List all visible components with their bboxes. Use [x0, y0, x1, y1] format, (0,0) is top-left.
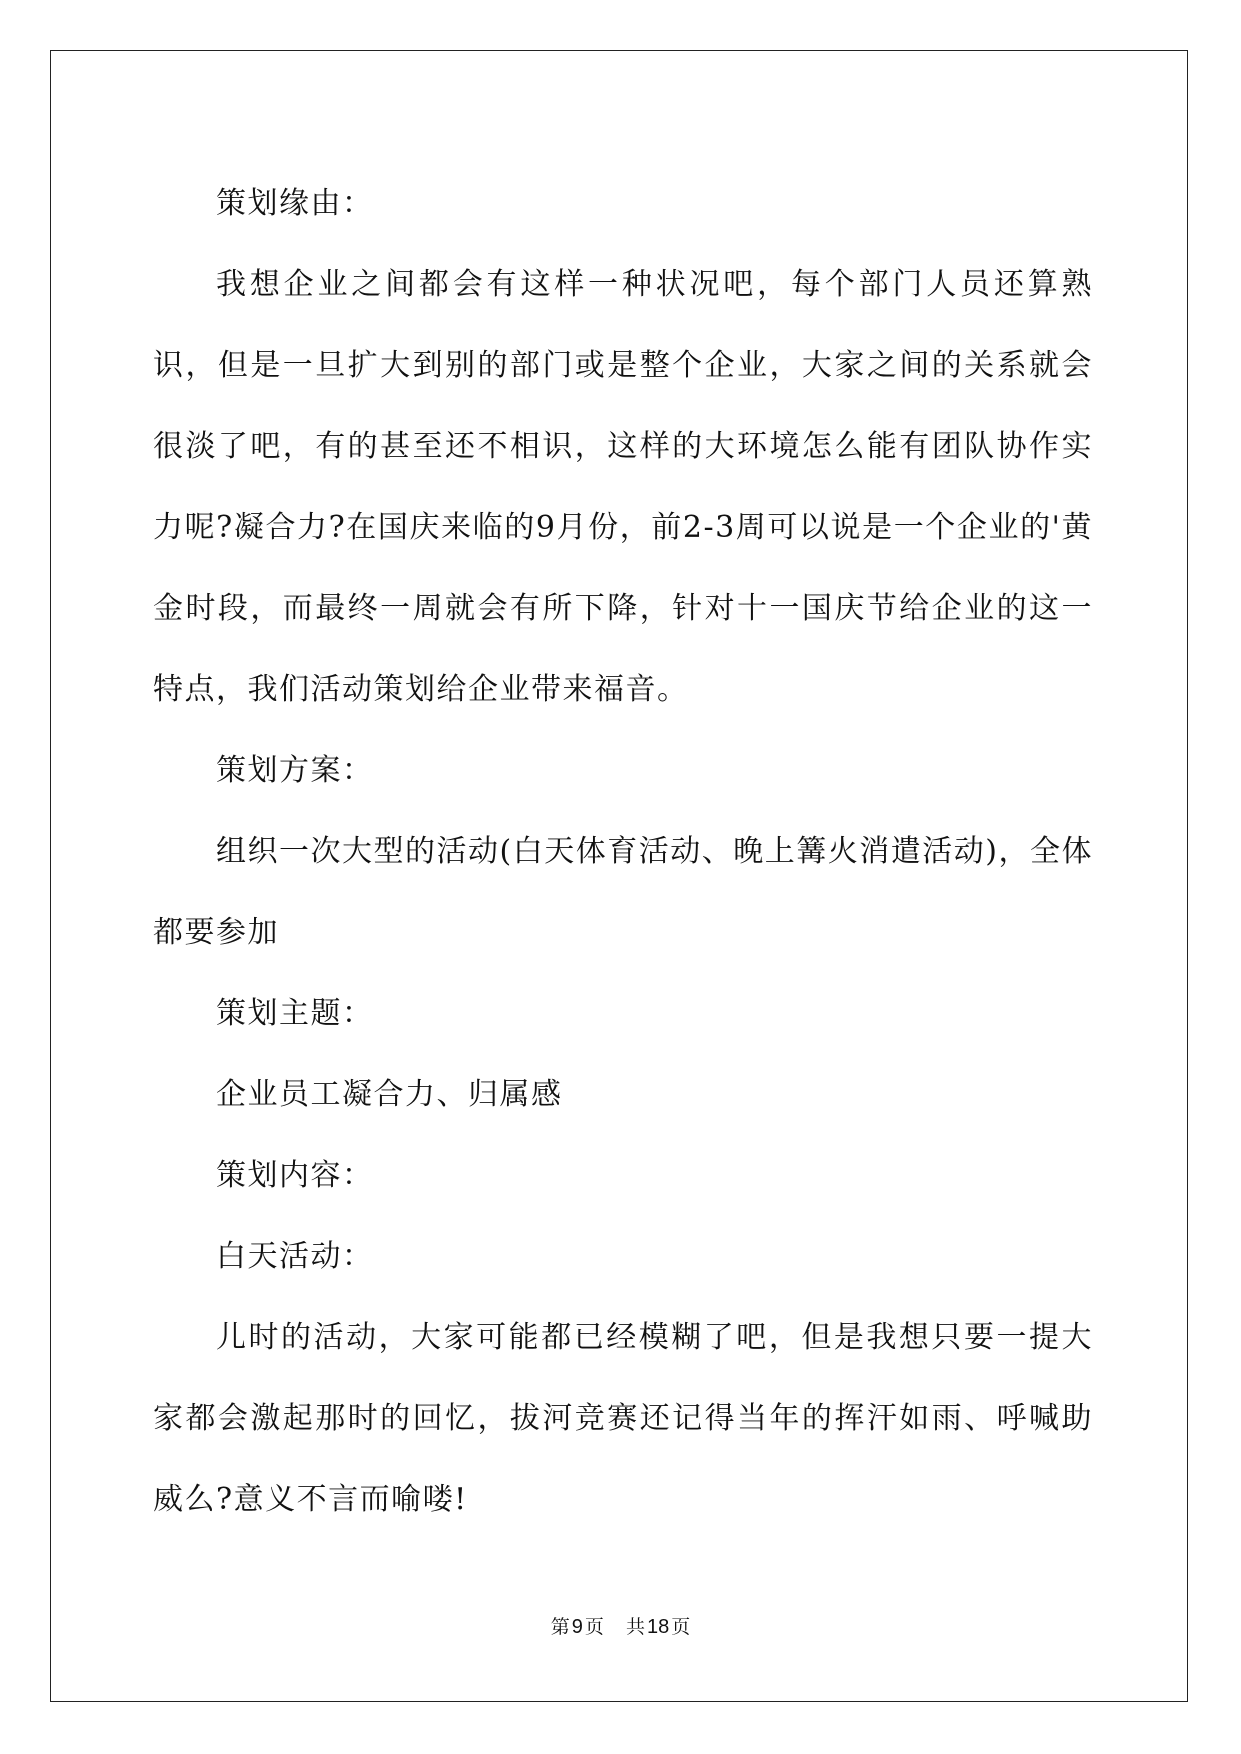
total-prefix: 共 — [625, 1616, 645, 1638]
heading-daytime-activity: 白天活动： — [216, 1239, 374, 1274]
document-body — [153, 163, 1093, 1540]
page-prefix: 第 — [550, 1616, 570, 1638]
heading-planning-reason: 策划缘由： — [216, 186, 374, 221]
total-suffix: 页 — [671, 1616, 691, 1638]
paragraph-theme-text: 企业员工凝合力、归属感 — [216, 1077, 563, 1112]
heading-planning-scheme: 策划方案： — [216, 753, 374, 788]
heading-planning-content: 策划内容： — [216, 1158, 374, 1193]
paragraph-scheme-text: 组织一次大型的活动(白天体育活动、晚上篝火消遣活动)，全体都要参加 — [153, 834, 1093, 950]
page-suffix: 页 — [584, 1616, 604, 1638]
page-number: 9 — [571, 1616, 583, 1638]
total-pages: 18 — [646, 1616, 670, 1638]
heading-planning-theme: 策划主题： — [216, 996, 374, 1031]
page-footer — [0, 1612, 1241, 1639]
paragraph-daytime-text: 儿时的活动，大家可能都已经模糊了吧，但是我想只要一提大家都会激起那时的回忆，拔河竞赛还记得当年的挥汗如雨、呼喊助威么?意义不言而喻喽! — [153, 1320, 1093, 1517]
paragraph-reason-text: 我想企业之间都会有这样一种状况吧，每个部门人员还算熟识，但是一旦扩大到别的部门或是整个企业，大家之间的关系就会很淡了吧，有的甚至还不相识，这样的大环境怎么能有团队协作实力呢?凝合力?在国庆来临的9月份，前2-3周可以说是一个企业的'黄金时段，而最终一周就会有所下降，针对十一国庆节给企业的这一特点，我们活动策划给企业带来福音。 — [153, 267, 1093, 707]
